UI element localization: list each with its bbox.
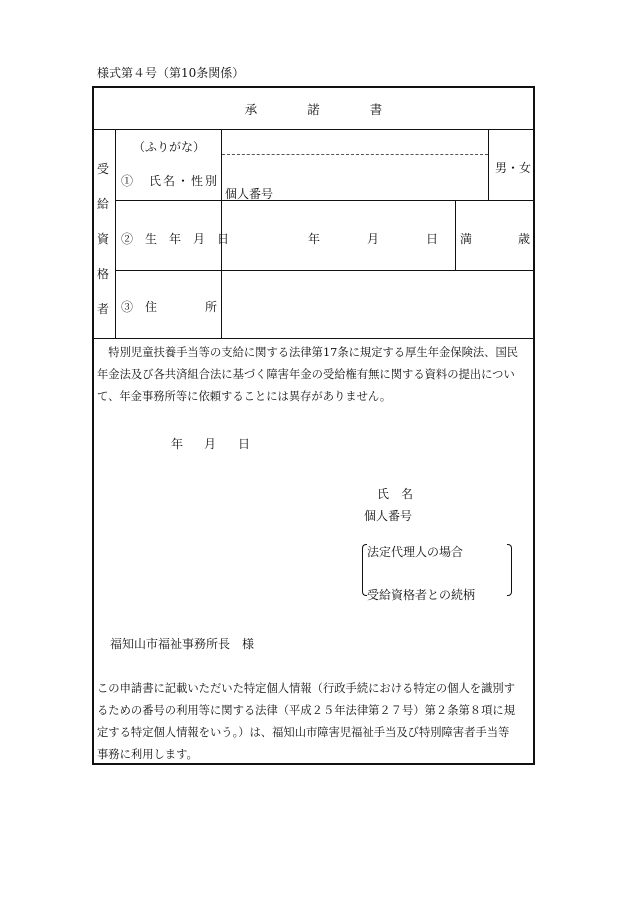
address-label: ③ 住	[121, 300, 158, 314]
side-label-divider	[115, 129, 116, 338]
furigana-label: （ふりがな）	[133, 140, 206, 154]
birth-day-label: 日	[426, 232, 439, 246]
consent-line: 特別児童扶養手当等の支給に関する法律第17条に規定する厚生年金保険法、国民	[97, 346, 519, 359]
form-number: 様式第４号（第10条関係）	[97, 66, 245, 80]
birth-month-label: 月	[367, 232, 380, 246]
furigana-dashed-line	[222, 154, 488, 155]
privacy-line: るための番号の利用等に関する法律（平成２５年法律第２７号）第２条第８項に規	[97, 704, 515, 717]
consent-line: て、年金事務所等に依頼することには異存がありません。	[97, 390, 392, 403]
side-label-char: 受	[96, 162, 109, 176]
side-label-char: 給	[96, 197, 109, 211]
signer-name-label: 氏 名	[377, 487, 414, 501]
row1-divider	[115, 200, 534, 201]
row2-divider	[115, 270, 534, 271]
relation-label: 受給資格者との続柄	[367, 588, 476, 602]
side-label-char: 者	[96, 302, 109, 316]
kojin-bango-label: 個人番号	[225, 187, 274, 201]
document-title: 承 諾 書	[244, 102, 383, 117]
name-sex-label: ① 氏名・性別	[121, 174, 220, 188]
date-month-label: 月	[204, 437, 217, 451]
side-label-char: 資	[96, 232, 109, 246]
signer-kojin-bango-label: 個人番号	[364, 509, 413, 523]
full-age-prefix: 満	[460, 232, 473, 246]
privacy-line: この申請書に記載いただいた特定個人情報（行政手続における特定の個人を識別す	[97, 682, 515, 695]
birth-year-label: 年	[308, 232, 321, 246]
address-label-end: 所	[205, 300, 218, 314]
age-column-divider	[455, 200, 456, 270]
privacy-line: 定する特定個人情報をいう。）は、福知山市障害児福祉手当及び特別障害者手当等	[97, 726, 510, 739]
addressee: 福知山市福祉事務所長 様	[110, 637, 255, 651]
sex-options: 男・女	[495, 161, 532, 175]
privacy-line: 事務に利用します。	[97, 748, 198, 761]
bracket-right	[507, 544, 512, 596]
birth-label: ② 生 年 月 日	[121, 232, 230, 246]
consent-line: 年金法及び各共済組合法に基づく障害年金の受給権有無に関する資料の提出につい	[97, 368, 515, 381]
sex-column-divider	[488, 129, 489, 201]
date-day-label: 日	[238, 437, 251, 451]
date-year-label: 年	[171, 437, 184, 451]
age-suffix: 歳	[518, 232, 531, 246]
side-label-char: 格	[96, 267, 109, 281]
table-bottom-line	[93, 338, 534, 339]
legal-rep-label: 法定代理人の場合	[367, 545, 464, 559]
title-divider	[93, 129, 534, 130]
